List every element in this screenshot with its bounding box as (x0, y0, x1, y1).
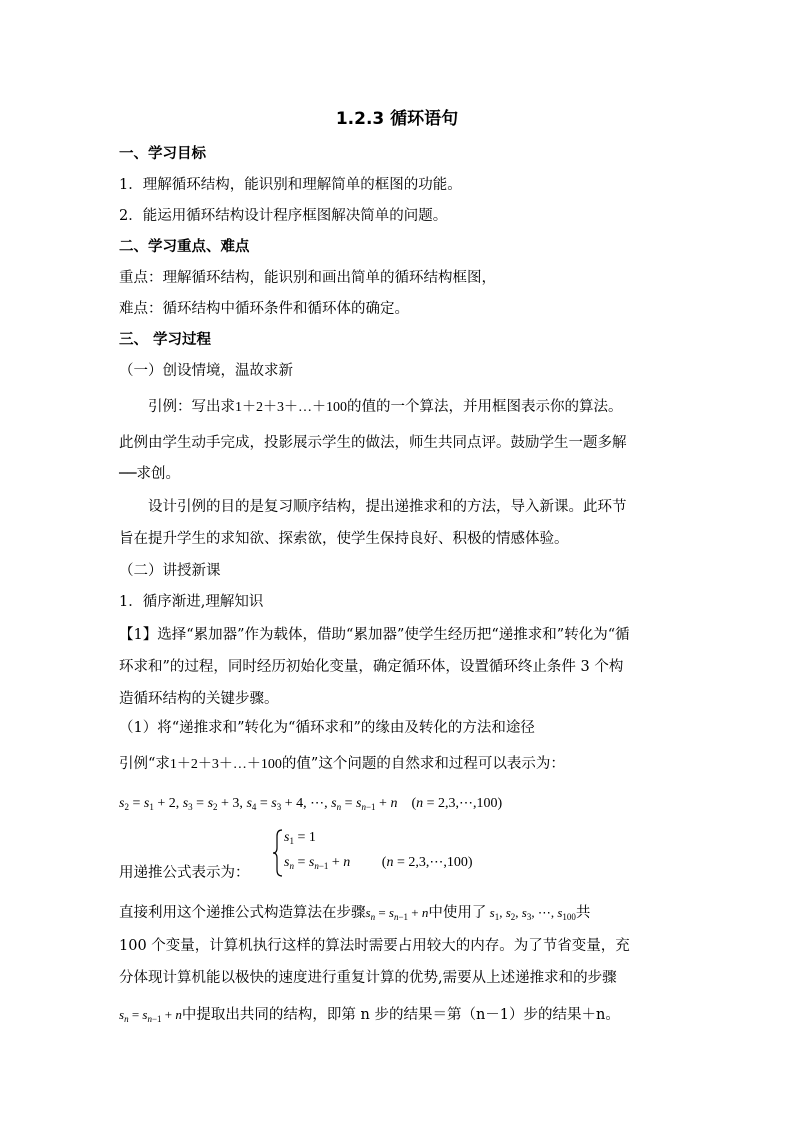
box-paragraph-line3: 造循环结构的关键步骤。 (119, 691, 279, 707)
example-question-line (119, 753, 565, 776)
section-heading-goals: 一、学习目标 (119, 146, 206, 162)
subsection-heading-3: （1）将“递推求和”转化为“循环求和”的缘由及转化的方法和途径 (119, 720, 535, 736)
analysis-text-d: 中提取出共同的结构，即第 n 步的结果＝第（n－1）步的结果＋n。 (181, 1007, 620, 1023)
summation-steps-formula: $s_2 = s_1 + 2$, $s_3 = s_2 + 3$, $s_4 = s_3 + 4$, ⋯, $s_n = s_{n-1} + n$ (n = 2,3,⋯,100) (119, 796, 503, 812)
section-heading-process: 三、 学习过程 (119, 332, 212, 348)
analysis-line2: 100 个变量，计算机执行这样的算法时需要占用较大的内存。为了节省变量，充 (119, 938, 630, 954)
subsection-heading-1: （一）创设情境，温故求新 (119, 363, 293, 379)
sum-expression: 1＋2＋3＋…＋100 (235, 400, 347, 415)
question-tail: 的值”这个问题的自然求和过程可以表示为： (281, 756, 565, 772)
box-paragraph-line2: 环求和”的过程，同时经历初始化变量，确定循环体，设置循环终止条件 3 个构 (119, 659, 624, 675)
analysis-line3: 分体现计算机能以极快的速度进行重复计算的优势,需要从上述递推求和的步骤 (119, 970, 617, 986)
recurrence-label: 用递推公式表示为： (119, 865, 250, 881)
page-title: 1.2.3 循环语句 (335, 109, 459, 129)
question-intro: 引例“求 (119, 756, 170, 772)
analysis-text-a: 直接利用这个递推公式构造算法在步骤 (119, 905, 366, 921)
goal-item-1: 1．理解循环结构，能识别和理解简单的框图的功能。 (119, 177, 462, 193)
sum-expression-2: 1＋2＋3＋…＋100 (169, 757, 282, 772)
purpose-paragraph-line1: 设计引例的目的是复习顺序结构，提出递推求和的方法，导入新课。此环节 (148, 499, 627, 515)
analysis-text-c: 共 (575, 905, 591, 921)
recurrence-step: $s_n = s_{n-1} + n$ (n = 2,3,⋯,100) (284, 855, 473, 871)
key-point-text: 重点：理解循环结构，能识别和画出简单的循环结构框图， (119, 270, 496, 286)
subsection-heading-2: （二）讲授新课 (119, 563, 221, 579)
example-paragraph-line2: 此例由学生动手完成，投影展示学生的做法，师生共同点评。鼓励学生一题多解 (119, 435, 627, 451)
recurrence-initial: $s_1 = 1$ (284, 830, 316, 846)
example-intro-text: 引例：写出求 (148, 399, 235, 415)
numbered-item-1: 1．循序渐进,理解知识 (119, 594, 264, 610)
box-paragraph-line1: 【1】选择“累加器”作为载体，借助“累加器”使学生经历把“递推求和”转化为“循 (119, 627, 630, 643)
example-intro-tail: 的值的一个算法，并用框图表示你的算法。 (347, 399, 623, 415)
analysis-line4: $s_n = s_{n-1} + n$中提取出共同的结构，即第 n 步的结果＝第（n－1）步的结果＋n。 (119, 1007, 620, 1024)
example-paragraph-line3: ──求创。 (119, 466, 180, 482)
recurrence-formula (272, 828, 572, 878)
difficulty-text: 难点：循环结构中循环条件和循环体的确定。 (119, 301, 409, 317)
goal-item-2: 2．能运用循环结构设计程序框图解决简单的问题。 (119, 208, 448, 224)
purpose-paragraph-line2: 旨在提升学生的求知欲、探索欲，使学生保持良好、积极的情感体验。 (119, 531, 569, 547)
section-heading-keypoints: 二、学习重点、难点 (119, 239, 250, 255)
analysis-line1: 直接利用这个递推公式构造算法在步骤$s_n = s_{n-1} + n$中使用了 $s_1$, $s_2$, $s_3$, ⋯, $s_{100}$共 (119, 905, 591, 922)
left-brace-icon (272, 828, 284, 878)
example-paragraph-line1 (148, 396, 623, 419)
analysis-text-b: 中使用了 (428, 905, 487, 921)
